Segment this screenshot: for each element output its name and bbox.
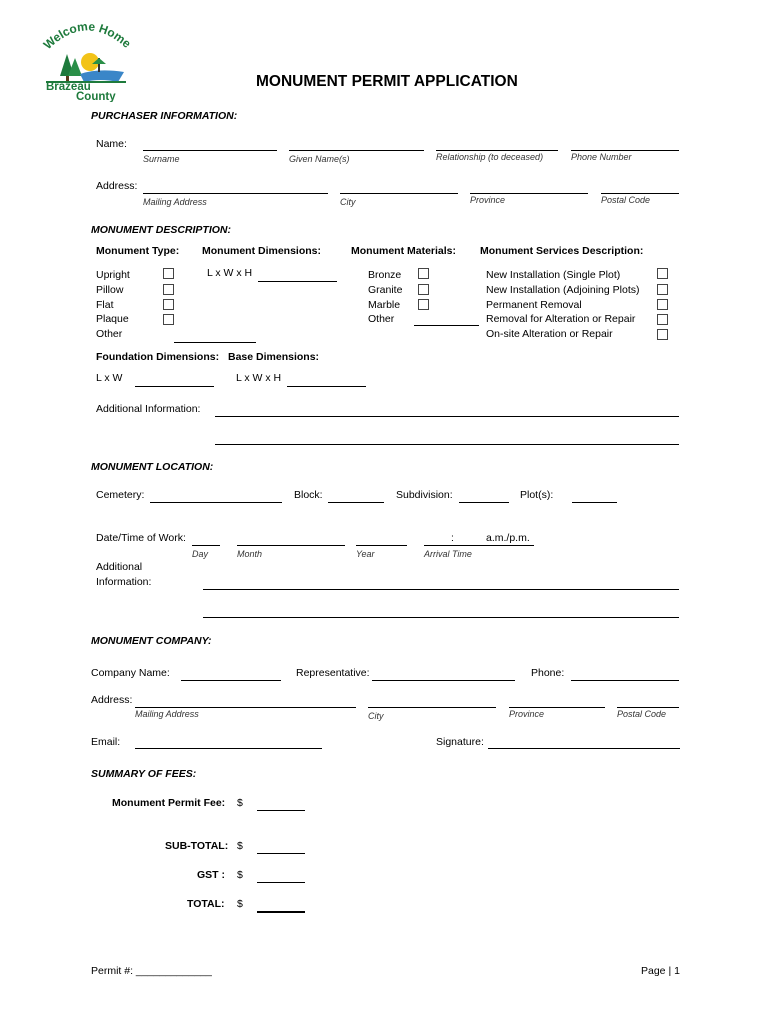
service-onsite-alteration-label: On-site Alteration or Repair bbox=[486, 328, 613, 340]
arrival-time-field[interactable] bbox=[424, 545, 534, 546]
subtotal-currency: $ bbox=[237, 840, 243, 852]
additional-info-field-1[interactable] bbox=[215, 416, 679, 417]
email-label: Email: bbox=[91, 736, 121, 748]
arrival-time-caption: Arrival Time bbox=[424, 549, 472, 559]
purchaser-heading: PURCHASER INFORMATION: bbox=[91, 110, 238, 122]
block-field[interactable] bbox=[328, 502, 384, 503]
cemetery-label: Cemetery: bbox=[96, 489, 145, 501]
city-caption: City bbox=[340, 197, 356, 207]
material-granite-checkbox[interactable] bbox=[418, 284, 429, 295]
service-new-adjoining-checkbox[interactable] bbox=[657, 284, 668, 295]
description-heading: MONUMENT DESCRIPTION: bbox=[91, 224, 231, 236]
subdivision-label: Subdivision: bbox=[396, 489, 453, 501]
representative-label: Representative: bbox=[296, 667, 370, 679]
plots-label: Plot(s): bbox=[520, 489, 554, 501]
monument-services-label: Monument Services Description: bbox=[480, 245, 644, 257]
additional-info-field-2[interactable] bbox=[215, 444, 679, 445]
subdivision-field[interactable] bbox=[459, 502, 509, 503]
county-logo bbox=[40, 18, 132, 102]
total-currency: $ bbox=[237, 898, 243, 910]
total-label: TOTAL: bbox=[187, 898, 225, 910]
page-title: MONUMENT PERMIT APPLICATION bbox=[256, 73, 518, 90]
block-label: Block: bbox=[294, 489, 323, 501]
phone-number-caption: Phone Number bbox=[571, 152, 632, 162]
relationship-field[interactable] bbox=[436, 150, 558, 151]
company-address-label: Address: bbox=[91, 694, 133, 706]
type-flat-label: Flat bbox=[96, 299, 114, 311]
am-pm-label: a.m./p.m. bbox=[486, 532, 530, 544]
signature-label: Signature: bbox=[436, 736, 484, 748]
service-new-single-label: New Installation (Single Plot) bbox=[486, 269, 621, 281]
time-colon: : bbox=[451, 532, 454, 544]
given-names-caption: Given Name(s) bbox=[289, 154, 350, 164]
city-field[interactable] bbox=[340, 193, 458, 194]
logo-name-line2: County bbox=[76, 91, 116, 102]
type-plaque-checkbox[interactable] bbox=[163, 314, 174, 325]
total-field[interactable] bbox=[257, 911, 305, 913]
address-label: Address: bbox=[96, 180, 138, 192]
phone-number-field[interactable] bbox=[571, 150, 679, 151]
type-other-field[interactable] bbox=[174, 342, 256, 343]
postal-code-field[interactable] bbox=[601, 193, 679, 194]
surname-caption: Surname bbox=[143, 154, 180, 164]
foundation-lw-field[interactable] bbox=[135, 386, 214, 387]
material-marble-checkbox[interactable] bbox=[418, 299, 429, 310]
dimensions-lwh-label: L x W x H bbox=[207, 267, 253, 279]
foundation-lw-label: L x W bbox=[96, 372, 123, 384]
type-upright-checkbox[interactable] bbox=[163, 268, 174, 279]
monument-type-label: Monument Type: bbox=[96, 245, 180, 257]
monument-materials-label: Monument Materials: bbox=[351, 245, 457, 257]
gst-field[interactable] bbox=[257, 882, 305, 883]
base-dimensions-label: Base Dimensions: bbox=[228, 351, 320, 363]
company-phone-field[interactable] bbox=[571, 680, 679, 681]
mailing-address-field[interactable] bbox=[143, 193, 328, 194]
year-field[interactable] bbox=[356, 545, 407, 546]
given-names-field[interactable] bbox=[289, 150, 424, 151]
permit-number: Permit #: _____________ bbox=[91, 965, 212, 977]
type-plaque-label: Plaque bbox=[96, 313, 129, 325]
company-mailing-address-caption: Mailing Address bbox=[135, 709, 199, 719]
fees-heading: SUMMARY OF FEES: bbox=[91, 768, 197, 780]
province-field[interactable] bbox=[470, 193, 588, 194]
company-heading: MONUMENT COMPANY: bbox=[91, 635, 212, 647]
location-additional-label-1: Additional bbox=[96, 561, 143, 573]
plots-field[interactable] bbox=[572, 502, 617, 503]
gst-label: GST : bbox=[197, 869, 225, 881]
company-mailing-address-field[interactable] bbox=[135, 707, 356, 708]
logo-name-line1: Brazeau bbox=[46, 81, 91, 93]
cemetery-field[interactable] bbox=[150, 502, 282, 503]
type-pillow-label: Pillow bbox=[96, 284, 124, 296]
permit-fee-field[interactable] bbox=[257, 810, 305, 811]
company-name-label: Company Name: bbox=[91, 667, 170, 679]
subtotal-label: SUB-TOTAL: bbox=[165, 840, 229, 852]
location-additional-field-1[interactable] bbox=[203, 589, 679, 590]
month-field[interactable] bbox=[237, 545, 345, 546]
surname-field[interactable] bbox=[143, 150, 277, 151]
svg-text:Welcome Home bbox=[41, 19, 132, 52]
company-province-caption: Province bbox=[509, 709, 545, 719]
permit-fee-currency: $ bbox=[237, 797, 243, 809]
material-granite-label: Granite bbox=[368, 284, 403, 296]
location-heading: MONUMENT LOCATION: bbox=[91, 461, 214, 473]
company-city-field[interactable] bbox=[368, 707, 496, 708]
location-additional-label-2: Information: bbox=[96, 576, 152, 588]
material-other-field[interactable] bbox=[414, 325, 479, 326]
permit-fee-label: Monument Permit Fee: bbox=[112, 797, 226, 809]
year-caption: Year bbox=[356, 549, 375, 559]
material-bronze-checkbox[interactable] bbox=[418, 268, 429, 279]
material-bronze-label: Bronze bbox=[368, 269, 402, 281]
date-time-label: Date/Time of Work: bbox=[96, 532, 186, 544]
relationship-caption: Relationship (to deceased) bbox=[436, 152, 544, 162]
email-field[interactable] bbox=[135, 748, 322, 749]
postal-code-caption: Postal Code bbox=[601, 195, 651, 205]
service-onsite-alteration-checkbox[interactable] bbox=[657, 329, 668, 340]
service-permanent-removal-checkbox[interactable] bbox=[657, 299, 668, 310]
company-phone-label: Phone: bbox=[531, 667, 565, 679]
base-lwh-label: L x W x H bbox=[236, 372, 282, 384]
company-city-caption: City bbox=[368, 711, 384, 721]
gst-currency: $ bbox=[237, 869, 243, 881]
day-field[interactable] bbox=[192, 545, 220, 546]
base-lwh-field[interactable] bbox=[287, 386, 366, 387]
company-postal-code-field[interactable] bbox=[617, 707, 679, 708]
day-caption: Day bbox=[192, 549, 209, 559]
signature-field[interactable] bbox=[488, 748, 680, 749]
foundation-dimensions-label: Foundation Dimensions: bbox=[96, 351, 220, 363]
company-province-field[interactable] bbox=[509, 707, 605, 708]
company-name-field[interactable] bbox=[181, 680, 281, 681]
service-new-single-checkbox[interactable] bbox=[657, 268, 668, 279]
service-permanent-removal-label: Permanent Removal bbox=[486, 299, 582, 311]
representative-field[interactable] bbox=[372, 680, 515, 681]
service-new-adjoining-label: New Installation (Adjoining Plots) bbox=[486, 284, 640, 296]
service-removal-alteration-label: Removal for Alteration or Repair bbox=[486, 313, 636, 325]
logo-arc-text: Welcome Hom bbox=[40, 19, 128, 52]
material-marble-label: Marble bbox=[368, 299, 401, 311]
mailing-address-caption: Mailing Address bbox=[143, 197, 207, 207]
additional-info-label: Additional Information: bbox=[96, 403, 201, 415]
monument-dimensions-label: Monument Dimensions: bbox=[202, 245, 322, 257]
month-caption: Month bbox=[237, 549, 263, 559]
page-number: Page | 1 bbox=[641, 965, 680, 977]
service-removal-alteration-checkbox[interactable] bbox=[657, 314, 668, 325]
type-pillow-checkbox[interactable] bbox=[163, 284, 174, 295]
material-other-label: Other bbox=[368, 313, 395, 325]
company-postal-code-caption: Postal Code bbox=[617, 709, 667, 719]
subtotal-field[interactable] bbox=[257, 853, 305, 854]
name-label: Name: bbox=[96, 138, 127, 150]
type-other-label: Other bbox=[96, 328, 123, 340]
province-caption: Province bbox=[470, 195, 506, 205]
type-upright-label: Upright bbox=[96, 269, 130, 281]
location-additional-field-2[interactable] bbox=[203, 617, 679, 618]
dimensions-lwh-field[interactable] bbox=[258, 281, 337, 282]
type-flat-checkbox[interactable] bbox=[163, 299, 174, 310]
